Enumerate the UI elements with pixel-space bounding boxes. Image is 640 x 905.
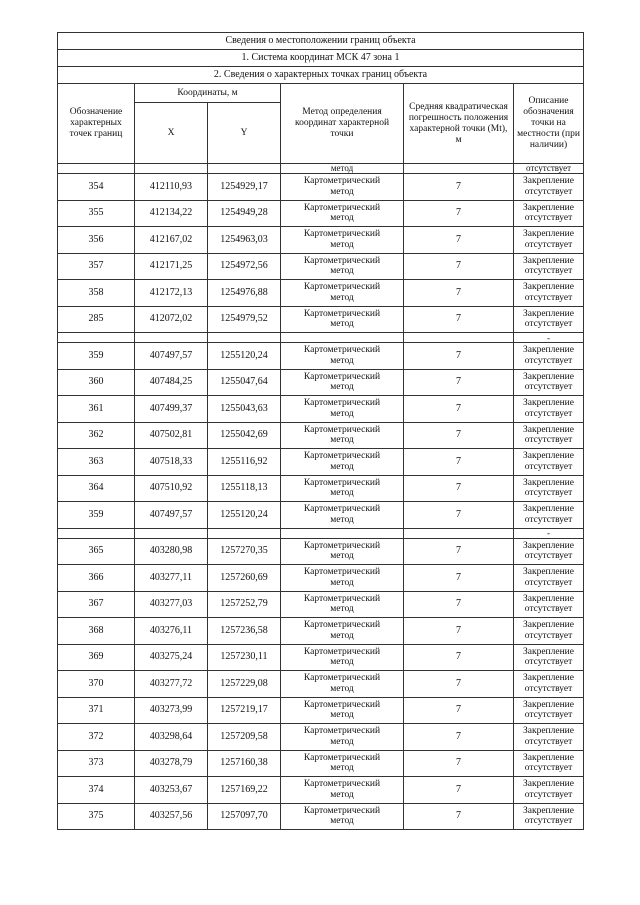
description-cell: [514, 591, 584, 618]
description-line-1: Закрепление: [523, 345, 574, 356]
coord-x: 407497,57: [135, 502, 208, 529]
continuation-description: отсутствует: [514, 164, 584, 174]
method-cell: [281, 475, 404, 502]
coord-y: 1254963,03: [208, 227, 281, 254]
description-cell: [514, 227, 584, 254]
point-id: 375: [58, 803, 135, 830]
table-row: [58, 227, 584, 254]
point-id: 359: [58, 502, 135, 529]
point-id: 363: [58, 449, 135, 476]
description-cell: [514, 396, 584, 423]
point-id: 373: [58, 750, 135, 777]
method-line-2: метод: [330, 683, 354, 694]
error-mt: 7: [404, 174, 514, 201]
description-line-1: Закрепление: [523, 398, 574, 409]
description-cell: [514, 777, 584, 804]
method-line-1: Картометрический: [303, 451, 381, 462]
method-line-2: метод: [330, 710, 354, 721]
description-line-2: отсутствует: [524, 683, 573, 694]
coord-y: 1255042,69: [208, 422, 281, 449]
description-cell: [514, 449, 584, 476]
error-mt: 7: [404, 777, 514, 804]
description-cell: [514, 174, 584, 201]
table-row: [58, 644, 584, 671]
method-line-1: Картометрический: [303, 229, 381, 240]
coord-x: 407518,33: [135, 449, 208, 476]
table-row: [58, 369, 584, 396]
coord-y: 1255120,24: [208, 343, 281, 370]
method-cell: [281, 306, 404, 333]
point-id: 370: [58, 671, 135, 698]
section-points: 2. Сведения о характерных точках границ объекта: [58, 67, 584, 84]
description-line-1: Закрепление: [523, 308, 574, 319]
method-line-2: метод: [330, 239, 354, 250]
table-row: [58, 253, 584, 280]
description-cell: [514, 306, 584, 333]
description-cell: [514, 369, 584, 396]
method-line-1: Картометрический: [303, 805, 381, 816]
method-line-2: метод: [330, 266, 354, 277]
method-cell: [281, 227, 404, 254]
description-line-2: отсутствует: [524, 657, 573, 668]
point-id: 364: [58, 475, 135, 502]
method-line-2: метод: [330, 488, 354, 499]
description-cell: [514, 671, 584, 698]
separator-dash: -: [514, 528, 584, 538]
table-row: [58, 565, 584, 592]
description-line-1: Закрепление: [523, 646, 574, 657]
method-cell: [281, 697, 404, 724]
group-separator-row: [58, 528, 584, 538]
separator-dash: -: [514, 333, 584, 343]
coord-y: 1257270,35: [208, 538, 281, 565]
col-header-method: Метод определения координат характерной точки: [281, 84, 404, 164]
method-line-1: Картометрический: [303, 646, 381, 657]
table-row: [58, 618, 584, 645]
method-cell: [281, 343, 404, 370]
method-line-2: метод: [330, 763, 354, 774]
error-mt: 7: [404, 565, 514, 592]
point-id: 362: [58, 422, 135, 449]
method-line-1: Картометрический: [303, 176, 381, 187]
description-line-1: Закрепление: [523, 424, 574, 435]
point-id: 366: [58, 565, 135, 592]
description-line-1: Закрепление: [523, 451, 574, 462]
description-line-2: отсутствует: [524, 514, 573, 525]
coord-x: 403278,79: [135, 750, 208, 777]
description-cell: [514, 475, 584, 502]
description-line-2: отсутствует: [524, 789, 573, 800]
col-header-y: Y: [208, 103, 281, 164]
method-line-1: Картометрический: [303, 567, 381, 578]
description-line-1: Закрепление: [523, 255, 574, 266]
description-line-1: Закрепление: [523, 726, 574, 737]
description-cell: [514, 803, 584, 830]
description-line-2: отсутствует: [524, 239, 573, 250]
description-line-2: отсутствует: [524, 816, 573, 827]
col-header-description: Описание обозначения точки на местности (при наличии): [514, 84, 584, 164]
error-mt: 7: [404, 618, 514, 645]
point-id: 368: [58, 618, 135, 645]
point-id: 354: [58, 174, 135, 201]
error-mt: 7: [404, 803, 514, 830]
coord-y: 1254949,28: [208, 200, 281, 227]
table-row: [58, 538, 584, 565]
coord-y: 1254979,52: [208, 306, 281, 333]
coord-x: 403277,72: [135, 671, 208, 698]
col-header-x: X: [135, 103, 208, 164]
table-row: [58, 502, 584, 529]
coord-x: 407499,37: [135, 396, 208, 423]
coord-x: 403277,11: [135, 565, 208, 592]
table-row: [58, 280, 584, 307]
point-id: 355: [58, 200, 135, 227]
coord-y: 1257219,17: [208, 697, 281, 724]
method-line-1: Картометрический: [303, 540, 381, 551]
coord-x: 407510,92: [135, 475, 208, 502]
coord-x: 412171,25: [135, 253, 208, 280]
coord-x: 412172,13: [135, 280, 208, 307]
col-header-coords: Координаты, м: [135, 84, 281, 103]
coord-y: 1257236,58: [208, 618, 281, 645]
method-line-1: Картометрический: [303, 699, 381, 710]
boundary-document: [57, 32, 583, 830]
method-line-2: метод: [330, 789, 354, 800]
method-line-2: метод: [330, 355, 354, 366]
coord-x: 412110,93: [135, 174, 208, 201]
table-row: [58, 803, 584, 830]
method-cell: [281, 565, 404, 592]
point-id: 361: [58, 396, 135, 423]
table-row: [58, 475, 584, 502]
point-id: 365: [58, 538, 135, 565]
method-line-2: метод: [330, 736, 354, 747]
error-mt: 7: [404, 644, 514, 671]
error-mt: 7: [404, 396, 514, 423]
point-id: 374: [58, 777, 135, 804]
method-line-1: Картометрический: [303, 398, 381, 409]
method-line-2: метод: [330, 213, 354, 224]
coord-x: 403275,24: [135, 644, 208, 671]
description-line-2: отсутствует: [524, 408, 573, 419]
error-mt: 7: [404, 280, 514, 307]
method-cell: [281, 671, 404, 698]
table-row: [58, 724, 584, 751]
table-row: [58, 750, 584, 777]
description-line-2: отсутствует: [524, 266, 573, 277]
method-line-2: метод: [330, 319, 354, 330]
coord-x: 403298,64: [135, 724, 208, 751]
coord-x: 403257,56: [135, 803, 208, 830]
coord-y: 1254976,88: [208, 280, 281, 307]
error-mt: 7: [404, 343, 514, 370]
description-line-1: Закрепление: [523, 673, 574, 684]
boundary-points-table: [57, 32, 584, 830]
description-cell: [514, 618, 584, 645]
method-line-2: метод: [330, 577, 354, 588]
description-line-1: Закрепление: [523, 620, 574, 631]
error-mt: 7: [404, 724, 514, 751]
continuation-row: [58, 164, 584, 174]
method-line-1: Картометрический: [303, 593, 381, 604]
method-line-2: метод: [330, 408, 354, 419]
coord-x: 407484,25: [135, 369, 208, 396]
error-mt: 7: [404, 697, 514, 724]
method-line-1: Картометрический: [303, 779, 381, 790]
method-cell: [281, 422, 404, 449]
method-cell: [281, 724, 404, 751]
description-line-2: отсутствует: [524, 551, 573, 562]
method-cell: [281, 591, 404, 618]
description-line-1: Закрепление: [523, 779, 574, 790]
method-cell: [281, 644, 404, 671]
description-cell: [514, 724, 584, 751]
method-line-2: метод: [330, 186, 354, 197]
method-cell: [281, 618, 404, 645]
description-cell: [514, 502, 584, 529]
description-line-2: отсутствует: [524, 213, 573, 224]
description-line-2: отсутствует: [524, 186, 573, 197]
table-row: [58, 174, 584, 201]
coord-x: 412167,02: [135, 227, 208, 254]
method-line-1: Картометрический: [303, 504, 381, 515]
section-coordinate-system: 1. Система координат МСК 47 зона 1: [58, 50, 584, 67]
error-mt: 7: [404, 591, 514, 618]
description-cell: [514, 253, 584, 280]
description-cell: [514, 343, 584, 370]
coord-y: 1257209,58: [208, 724, 281, 751]
table-row: [58, 343, 584, 370]
description-line-2: отсутствует: [524, 319, 573, 330]
method-cell: [281, 803, 404, 830]
coord-y: 1255043,63: [208, 396, 281, 423]
error-mt: 7: [404, 449, 514, 476]
description-cell: [514, 697, 584, 724]
method-cell: [281, 538, 404, 565]
method-cell: [281, 280, 404, 307]
method-line-2: метод: [330, 461, 354, 472]
description-line-2: отсутствует: [524, 355, 573, 366]
table-body: [58, 164, 584, 830]
description-line-1: Закрепление: [523, 752, 574, 763]
coord-y: 1257160,38: [208, 750, 281, 777]
method-cell: [281, 777, 404, 804]
method-line-2: метод: [330, 630, 354, 641]
point-id: 371: [58, 697, 135, 724]
description-line-2: отсутствует: [524, 736, 573, 747]
description-line-1: Закрепление: [523, 176, 574, 187]
coord-y: 1257229,08: [208, 671, 281, 698]
error-mt: 7: [404, 671, 514, 698]
error-mt: 7: [404, 422, 514, 449]
description-line-1: Закрепление: [523, 282, 574, 293]
description-line-2: отсутствует: [524, 630, 573, 641]
description-line-2: отсутствует: [524, 604, 573, 615]
description-cell: [514, 538, 584, 565]
coord-y: 1257097,70: [208, 803, 281, 830]
table-row: [58, 591, 584, 618]
description-line-1: Закрепление: [523, 477, 574, 488]
coord-y: 1255118,13: [208, 475, 281, 502]
coord-x: 412134,22: [135, 200, 208, 227]
description-line-1: Закрепление: [523, 202, 574, 213]
method-line-2: метод: [330, 382, 354, 393]
coord-y: 1257252,79: [208, 591, 281, 618]
method-line-2: метод: [330, 604, 354, 615]
error-mt: 7: [404, 502, 514, 529]
document-title: Сведения о местоположении границ объекта: [58, 33, 584, 50]
method-cell: [281, 369, 404, 396]
description-line-1: Закрепление: [523, 805, 574, 816]
coord-x: 407497,57: [135, 343, 208, 370]
point-id: 359: [58, 343, 135, 370]
description-line-2: отсутствует: [524, 763, 573, 774]
point-id: 356: [58, 227, 135, 254]
coord-x: 403276,11: [135, 618, 208, 645]
description-line-2: отсутствует: [524, 292, 573, 303]
description-line-1: Закрепление: [523, 540, 574, 551]
description-cell: [514, 280, 584, 307]
group-separator-row: [58, 333, 584, 343]
coord-x: 403253,67: [135, 777, 208, 804]
description-line-1: Закрепление: [523, 371, 574, 382]
method-cell: [281, 449, 404, 476]
error-mt: 7: [404, 200, 514, 227]
coord-y: 1255047,64: [208, 369, 281, 396]
method-line-1: Картометрический: [303, 255, 381, 266]
method-line-1: Картометрический: [303, 673, 381, 684]
description-cell: [514, 750, 584, 777]
description-line-1: Закрепление: [523, 699, 574, 710]
error-mt: 7: [404, 227, 514, 254]
coord-y: 1257169,22: [208, 777, 281, 804]
table-row: [58, 697, 584, 724]
error-mt: 7: [404, 306, 514, 333]
method-line-1: Картометрический: [303, 477, 381, 488]
description-line-1: Закрепление: [523, 229, 574, 240]
method-line-1: Картометрический: [303, 726, 381, 737]
method-line-2: метод: [330, 292, 354, 303]
method-line-2: метод: [330, 551, 354, 562]
method-line-1: Картометрический: [303, 308, 381, 319]
coord-y: 1255116,92: [208, 449, 281, 476]
method-line-1: Картометрический: [303, 752, 381, 763]
point-id: 357: [58, 253, 135, 280]
coord-x: 407502,81: [135, 422, 208, 449]
coord-y: 1255120,24: [208, 502, 281, 529]
table-row: [58, 306, 584, 333]
error-mt: 7: [404, 253, 514, 280]
method-cell: [281, 174, 404, 201]
table-row: [58, 422, 584, 449]
method-line-2: метод: [330, 435, 354, 446]
error-mt: 7: [404, 750, 514, 777]
coord-y: 1257260,69: [208, 565, 281, 592]
coord-y: 1257230,11: [208, 644, 281, 671]
table-row: [58, 200, 584, 227]
method-cell: [281, 396, 404, 423]
table-row: [58, 777, 584, 804]
description-line-1: Закрепление: [523, 567, 574, 578]
coord-x: 403280,98: [135, 538, 208, 565]
description-line-2: отсутствует: [524, 710, 573, 721]
point-id: 285: [58, 306, 135, 333]
point-id: 360: [58, 369, 135, 396]
method-line-1: Картометрический: [303, 371, 381, 382]
error-mt: 7: [404, 538, 514, 565]
error-mt: 7: [404, 475, 514, 502]
table-row: [58, 396, 584, 423]
description-cell: [514, 565, 584, 592]
description-cell: [514, 644, 584, 671]
continuation-method: метод: [281, 164, 404, 174]
method-cell: [281, 200, 404, 227]
coord-y: 1254929,17: [208, 174, 281, 201]
coord-y: 1254972,56: [208, 253, 281, 280]
coord-x: 403277,03: [135, 591, 208, 618]
point-id: 367: [58, 591, 135, 618]
point-id: 372: [58, 724, 135, 751]
point-id: 369: [58, 644, 135, 671]
method-line-1: Картометрический: [303, 202, 381, 213]
method-line-1: Картометрический: [303, 345, 381, 356]
method-cell: [281, 502, 404, 529]
table-row: [58, 671, 584, 698]
coord-x: 403273,99: [135, 697, 208, 724]
col-header-point: Обозначение характерных точек границ: [58, 84, 135, 164]
description-line-2: отсутствует: [524, 435, 573, 446]
point-id: 358: [58, 280, 135, 307]
description-cell: [514, 422, 584, 449]
description-line-2: отсутствует: [524, 461, 573, 472]
method-line-2: метод: [330, 514, 354, 525]
description-line-1: Закрепление: [523, 593, 574, 604]
description-line-2: отсутствует: [524, 488, 573, 499]
description-cell: [514, 200, 584, 227]
error-mt: 7: [404, 369, 514, 396]
description-line-1: Закрепление: [523, 504, 574, 515]
method-line-2: метод: [330, 816, 354, 827]
method-line-1: Картометрический: [303, 620, 381, 631]
coord-x: 412072,02: [135, 306, 208, 333]
table-row: [58, 449, 584, 476]
description-line-2: отсутствует: [524, 382, 573, 393]
method-line-2: метод: [330, 657, 354, 668]
col-header-error: Средняя квадратическая погрешность положения характерной точки (Mt), м: [404, 84, 514, 164]
method-cell: [281, 750, 404, 777]
method-line-1: Картометрический: [303, 424, 381, 435]
description-line-2: отсутствует: [524, 577, 573, 588]
method-line-1: Картометрический: [303, 282, 381, 293]
method-cell: [281, 253, 404, 280]
